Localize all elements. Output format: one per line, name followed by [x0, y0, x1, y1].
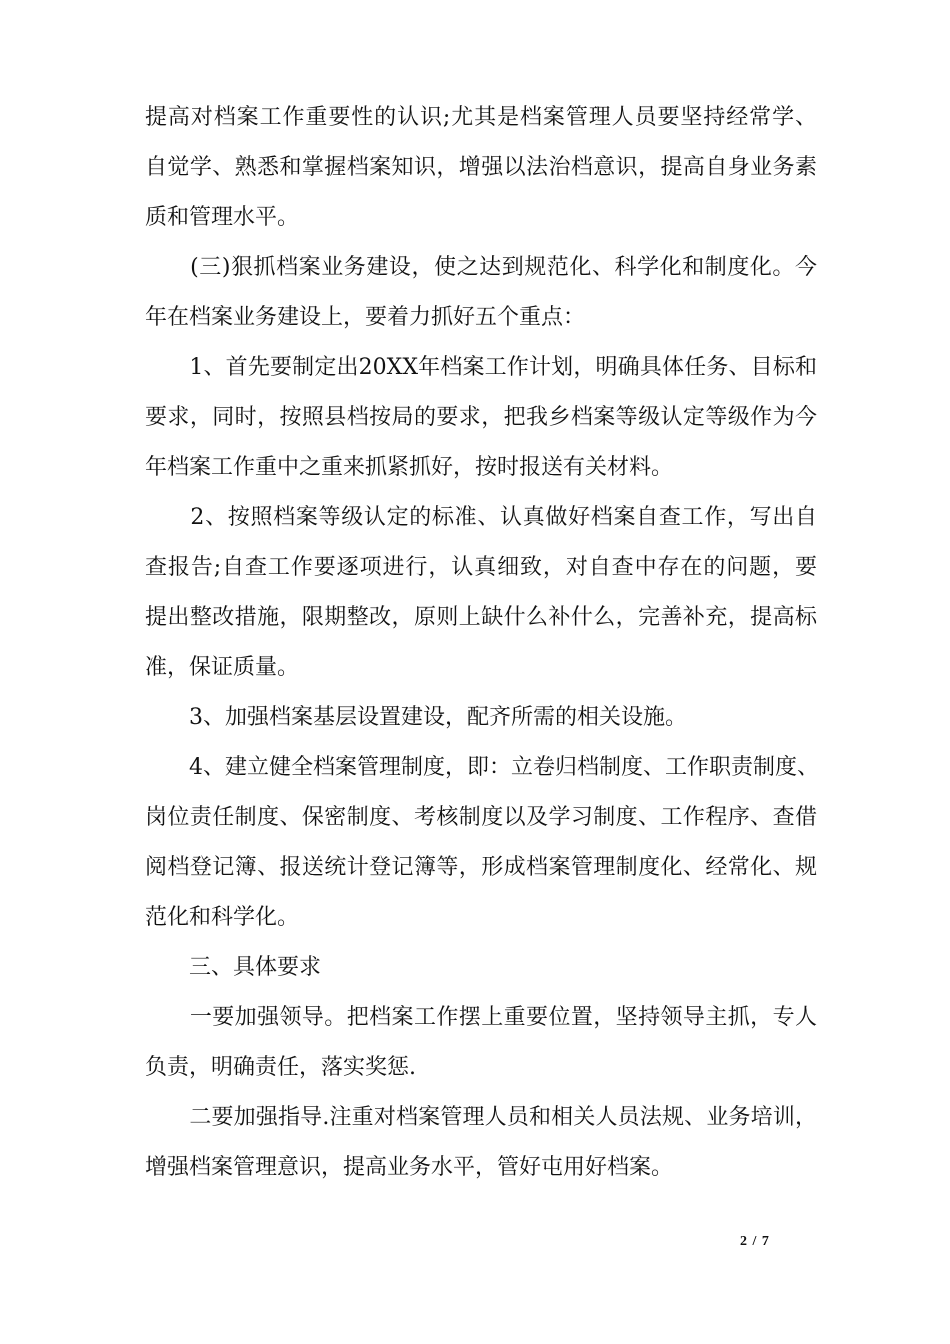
- text-line: 4、建立健全档案管理制度，即：立卷归档制度、工作职责制度、: [145, 755, 819, 780]
- text-line: 阅档登记簿、报送统计登记簿等，形成档案管理制度化、经常化、规: [145, 855, 817, 880]
- text-line: 2、按照档案等级认定的标准、认真做好档案自查工作，写出自: [145, 505, 817, 530]
- text-line: 年在档案业务建设上，要着力抓好五个重点：: [145, 305, 586, 330]
- text-line: 自觉学、熟悉和掌握档案知识，增强以法治档意识，提高自身业务素: [145, 155, 817, 180]
- text-line: 一要加强领导。把档案工作摆上重要位置，坚持领导主抓，专人: [145, 1005, 817, 1030]
- text-line: 二要加强指导.注重对档案管理人员和相关人员法规、业务培训，: [145, 1105, 817, 1130]
- page-number: 2 / 7: [740, 1234, 770, 1249]
- text-line: 范化和科学化。: [145, 905, 300, 930]
- text-line: 质和管理水平。: [145, 205, 300, 230]
- text-line: 提出整改措施，限期整改，原则上缺什么补什么，完善补充，提高标: [145, 605, 817, 630]
- text-line: 岗位责任制度、保密制度、考核制度以及学习制度、工作程序、查借: [145, 805, 817, 830]
- text-line: 查报告;自查工作要逐项进行，认真细致，对自查中存在的问题，要: [145, 555, 817, 580]
- section-heading: 三、具体要求: [145, 955, 322, 980]
- text-line: 准，保证质量。: [145, 655, 300, 680]
- text-line: 增强档案管理意识，提高业务水平，管好屯用好档案。: [145, 1155, 674, 1180]
- text-line: 提高对档案工作重要性的认识;尤其是档案管理人员要坚持经常学、: [145, 105, 817, 130]
- document-body: [145, 93, 817, 1193]
- text-line: 年档案工作重中之重来抓紧抓好，按时报送有关材料。: [145, 455, 674, 480]
- text-line: 1、首先要制定出20XX年档案工作计划，明确具体任务、目标和: [145, 355, 817, 380]
- text-line: (三)狠抓档案业务建设，使之达到规范化、科学化和制度化。今: [145, 255, 817, 280]
- text-line: 要求，同时，按照县档按局的要求，把我乡档案等级认定等级作为今: [145, 405, 817, 430]
- text-line: 负责，明确责任，落实奖惩.: [145, 1055, 416, 1080]
- text-line: 3、加强档案基层设置建设，配齐所需的相关设施。: [145, 705, 687, 730]
